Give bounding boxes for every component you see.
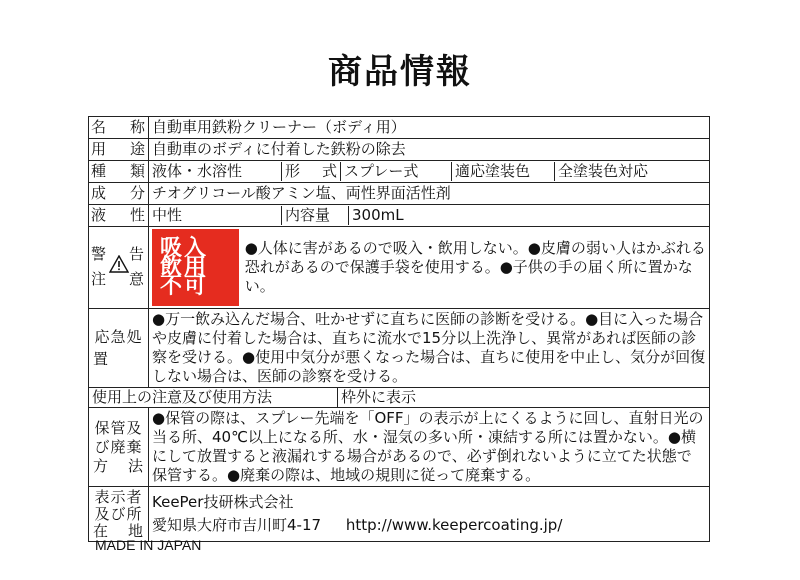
value-storage: ●保管の際は、スプレー先端を「OFF」の表示が上にくるように回し、直射日光の当る所、40℃以上になる所、水・湿気の多い所・凍結する所には置かない。●横にして放置すると液漏れする場合があるので、必ず倒れないように立てた状態で保管する。●廃棄の際は、地域の規則に従って廃棄する。 bbox=[149, 408, 710, 487]
page-title: 商品情報 bbox=[328, 52, 472, 92]
value-first-aid: ●万一飲み込んだ場合、吐かせずに直ちに医師の診断を受ける。●目に入った場合や皮膚に付着した場合は、直ちに流水で15分以上洗浄し、異常があれば医師の診察を受ける。●使用中気分が悪くなった場合は、直ちに使用を中止し、気分が回復しない場合は、医師の診察を受ける。 bbox=[149, 309, 710, 388]
warning-triangle-icon bbox=[109, 255, 129, 273]
label-type: 種類 bbox=[89, 161, 149, 183]
label-liquid: 液性 bbox=[89, 205, 149, 227]
row-liquid bbox=[89, 205, 710, 227]
value-name: 自動車用鉄粉クリーナー（ボディ用） bbox=[149, 117, 710, 139]
value-ingredients: チオグリコール酸アミン塩、両性界面活性剤 bbox=[149, 183, 710, 205]
value-usage: 枠外に表示 bbox=[338, 388, 710, 407]
row-ingredients bbox=[89, 183, 710, 205]
row-company bbox=[89, 487, 710, 542]
label-use: 用途 bbox=[89, 139, 149, 161]
company-name: KeePer技研株式会社 bbox=[152, 493, 294, 511]
value-form: スプレー式 bbox=[341, 162, 452, 181]
row-usage bbox=[89, 388, 710, 408]
label-warning: 警 告 注 意 bbox=[91, 244, 144, 288]
value-use: 自動車のボディに付着した鉄粉の除去 bbox=[149, 139, 710, 161]
label-ingredients: 成分 bbox=[89, 183, 149, 205]
row-storage bbox=[89, 408, 710, 487]
label-name: 名称 bbox=[89, 117, 149, 139]
label-paint: 適応塗装色 bbox=[452, 162, 555, 181]
label-form: 形式 bbox=[282, 162, 341, 181]
value-liquid: 中性 bbox=[152, 206, 183, 224]
label-usage: 使用上の注意及び使用方法 bbox=[92, 388, 273, 406]
row-first-aid bbox=[89, 309, 710, 388]
value-paint: 全塗装色対応 bbox=[555, 162, 710, 181]
company-address: 愛知県大府市吉川町4-17 bbox=[152, 516, 322, 534]
label-company: 表示者及び所在地 bbox=[89, 487, 149, 542]
made-in-label: MADE IN JAPAN bbox=[95, 537, 202, 553]
company-url[interactable]: http://www.keepercoating.jp/ bbox=[345, 516, 563, 534]
row-warning bbox=[89, 227, 710, 309]
value-volume: 300mL bbox=[349, 206, 710, 225]
row-use bbox=[89, 139, 710, 161]
no-inhale-drink-badge: 吸入飲用不可 bbox=[152, 229, 239, 306]
product-info-table bbox=[88, 116, 710, 542]
label-storage: 保管及び廃棄方法 bbox=[89, 408, 149, 487]
row-name bbox=[89, 117, 710, 139]
label-first-aid: 応急処置 bbox=[89, 309, 149, 388]
warning-text: ●人体に害があるので吸入・飲用しない。●皮膚の弱い人はかぶれる恐れがあるので保護手袋を使用する。●子供の手の届く所に置かない。 bbox=[244, 239, 706, 295]
value-type: 液体・水溶性 bbox=[152, 162, 243, 180]
row-type bbox=[89, 161, 710, 183]
label-volume: 内容量 bbox=[282, 206, 349, 225]
